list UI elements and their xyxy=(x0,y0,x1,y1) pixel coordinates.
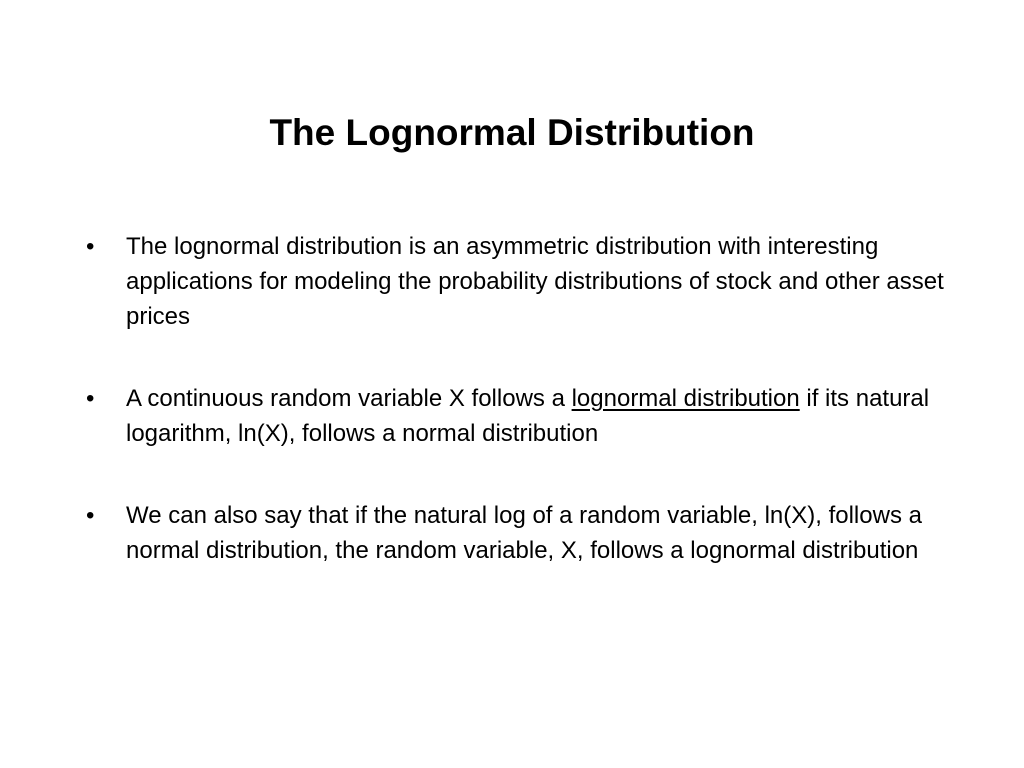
bullet-text-after: if its natural logarithm, ln(X), follows a normal distribution xyxy=(126,385,930,447)
bullet-list xyxy=(86,229,946,568)
bullet-item-3 xyxy=(86,498,946,568)
bullet-item-1 xyxy=(86,229,946,334)
slide-title: The Lognormal Distribution xyxy=(269,112,755,153)
bullet-text: We can also say that if the natural log of a random variable, ln(X), follows a normal distribution, the random variable, X, follows a lognormal distribution xyxy=(126,502,922,564)
bullet-marker: • xyxy=(86,233,95,260)
bullet-text-before: A continuous random variable X follows a xyxy=(126,385,572,412)
bullet-item-2 xyxy=(86,381,946,451)
underlined-term: lognormal distribution xyxy=(571,385,800,412)
bullet-marker: • xyxy=(86,502,95,529)
bullet-text: The lognormal distribution is an asymmetric distribution with interesting applications for modeling the probability distributions of stock and other asset prices xyxy=(126,233,944,330)
bullet-marker: • xyxy=(86,385,95,412)
